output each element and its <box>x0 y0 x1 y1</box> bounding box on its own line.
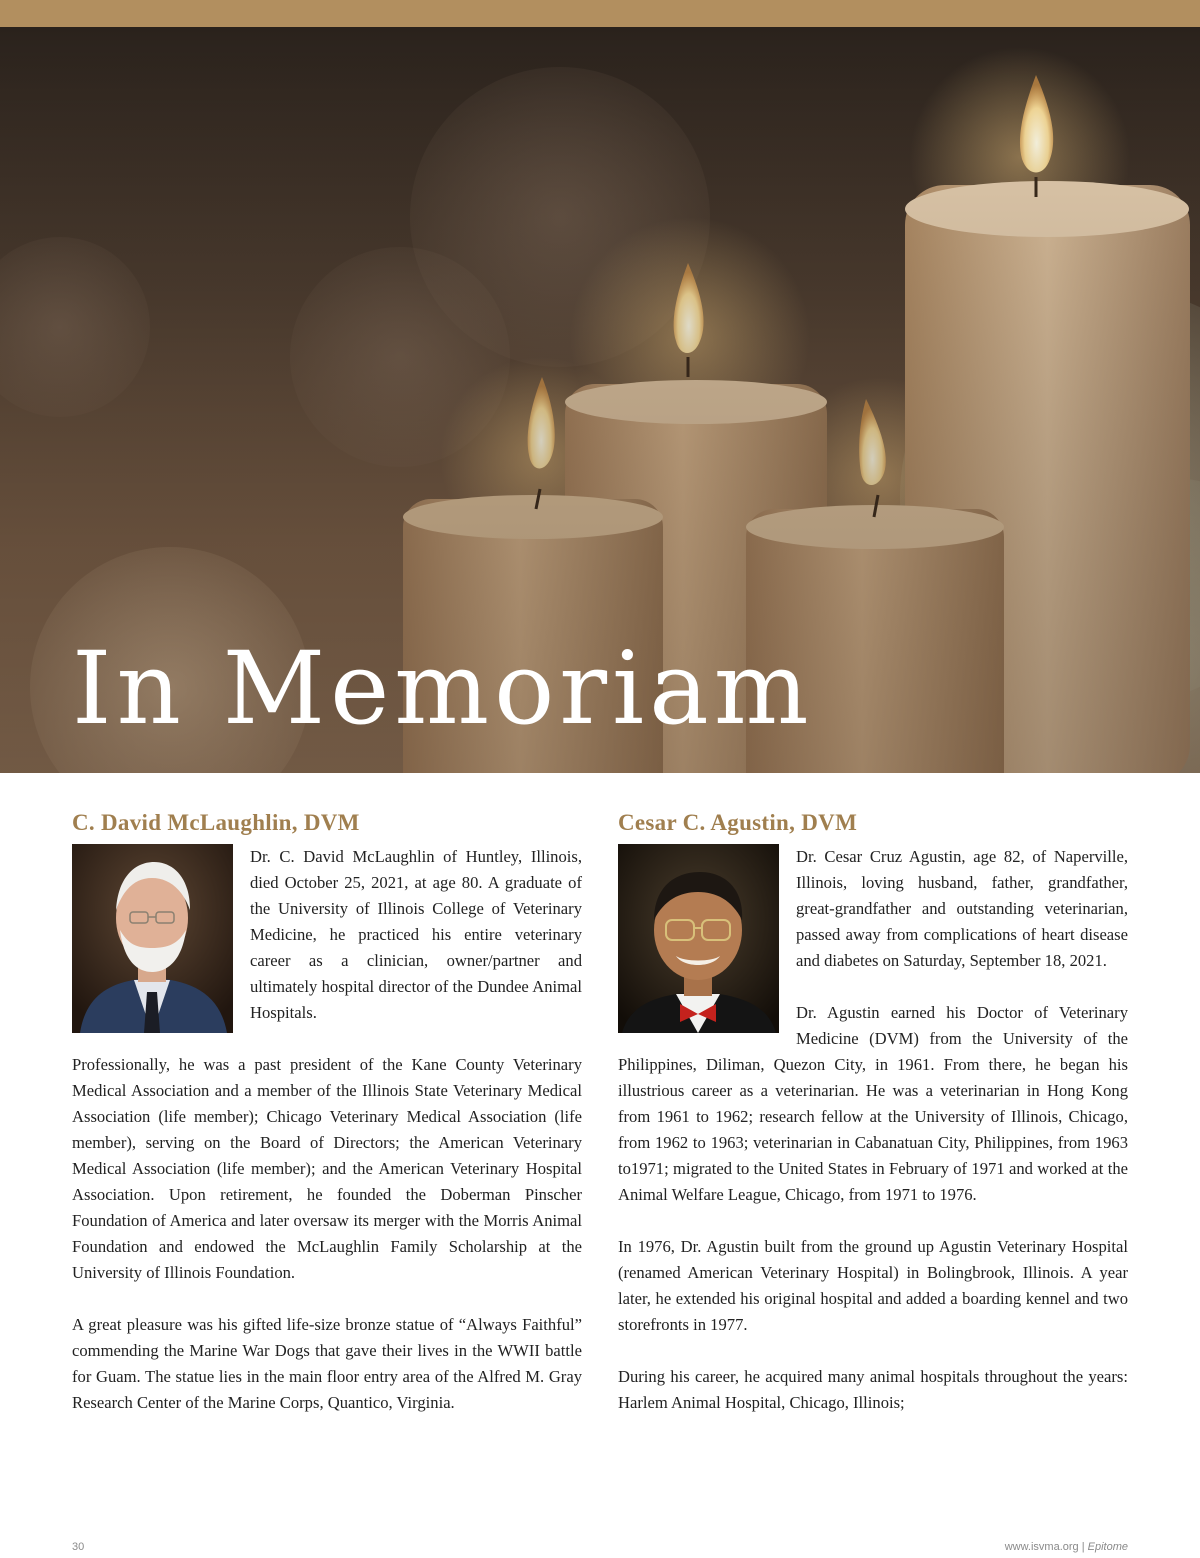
obituary-paragraph: In 1976, Dr. Agustin built from the ground up Agustin Veterinary Hospital (renamed American Veterinary Hospital) in Bolingbrook, Illinois. A year later, he extended his original hospital and added a boarding kennel and two storefronts in 1977. <box>618 1237 1128 1334</box>
obituary-name: Cesar C. Agustin, DVM <box>618 810 858 835</box>
obituary-agustin <box>618 808 1128 1442</box>
obituary-paragraph: Dr. Cesar Cruz Agustin, age 82, of Naperville, Illinois, loving husband, father, grandfather, great-grandfather and outstanding veterinarian, passed away from complications of heart disease and diabetes on Saturday, September 18, 2021. <box>796 847 1128 970</box>
page-title: In Memoriam <box>72 630 814 747</box>
portrait-photo-agustin <box>618 844 779 1033</box>
obituary-name: C. David McLaughlin, DVM <box>72 810 360 835</box>
footer-credit <box>1005 1541 1128 1553</box>
obituary-paragraph: Professionally, he was a past president of the Kane County Veterinary Medical Association and a member of the Illinois State Veterinary Medical Association (life member); Chicago Veterinary Medical Association (life member), serving on the Board of Directors; the American Veterinary Medical Association (life member); and the American Veterinary Hospital Association. Upon retirement, he founded the Doberman Pinscher Foundation of America and later oversaw its merger with the Morris Animal Foundation and endowed the McLaughlin Family Scholarship at the University of Illinois Foundation. <box>72 1055 582 1282</box>
footer-separator: | <box>1081 1541 1085 1553</box>
obituary-paragraph: Dr. Agustin earned his Doctor of Veterinary Medicine (DVM) from the University of the Philippines, Diliman, Quezon City, in 1961. From there, he began his illustrious career as a veterinarian. He was a veterinarian in Hong Kong from 1961 to 1962; research fellow at the University of Illinois, Chicago, from 1962 to 1963; veterinarian in Cabanatuan City, Philippines, from 1963 to1971; migrated to the United States in February of 1971 and worked at the Animal Welfare League, Chicago, from 1971 to 1976. <box>618 1003 1128 1204</box>
hero-banner <box>0 27 1200 773</box>
page-number: 30 <box>72 1541 85 1553</box>
publication-name: Epitome <box>1087 1541 1128 1553</box>
website-url: www.isvma.org <box>1004 1541 1079 1553</box>
obituary-paragraph: During his career, he acquired many animal hospitals throughout the years: Harlem Animal Hospital, Chicago, Illinois; <box>618 1367 1128 1412</box>
obituary-paragraph: Dr. C. David McLaughlin of Huntley, Illinois, died October 25, 2021, at age 80. A graduate of the University of Illinois College of Veterinary Medicine, he practiced his entire veterinary career as a clinician, owner/partner and ultimately hospital director of the Dundee Animal Hospitals. <box>250 847 582 1022</box>
obituary-mclaughlin <box>72 808 582 1442</box>
portrait-photo-mclaughlin <box>72 844 233 1033</box>
top-accent-band <box>0 0 1200 27</box>
obituary-paragraph: A great pleasure was his gifted life-size bronze statue of “Always Faithful” commending the Marine War Dogs that gave their lives in the WWII battle for Guam. The statue lies in the main floor entry area of the Alfred M. Gray Research Center of the Marine Corps, Quantico, Virginia. <box>72 1315 582 1412</box>
